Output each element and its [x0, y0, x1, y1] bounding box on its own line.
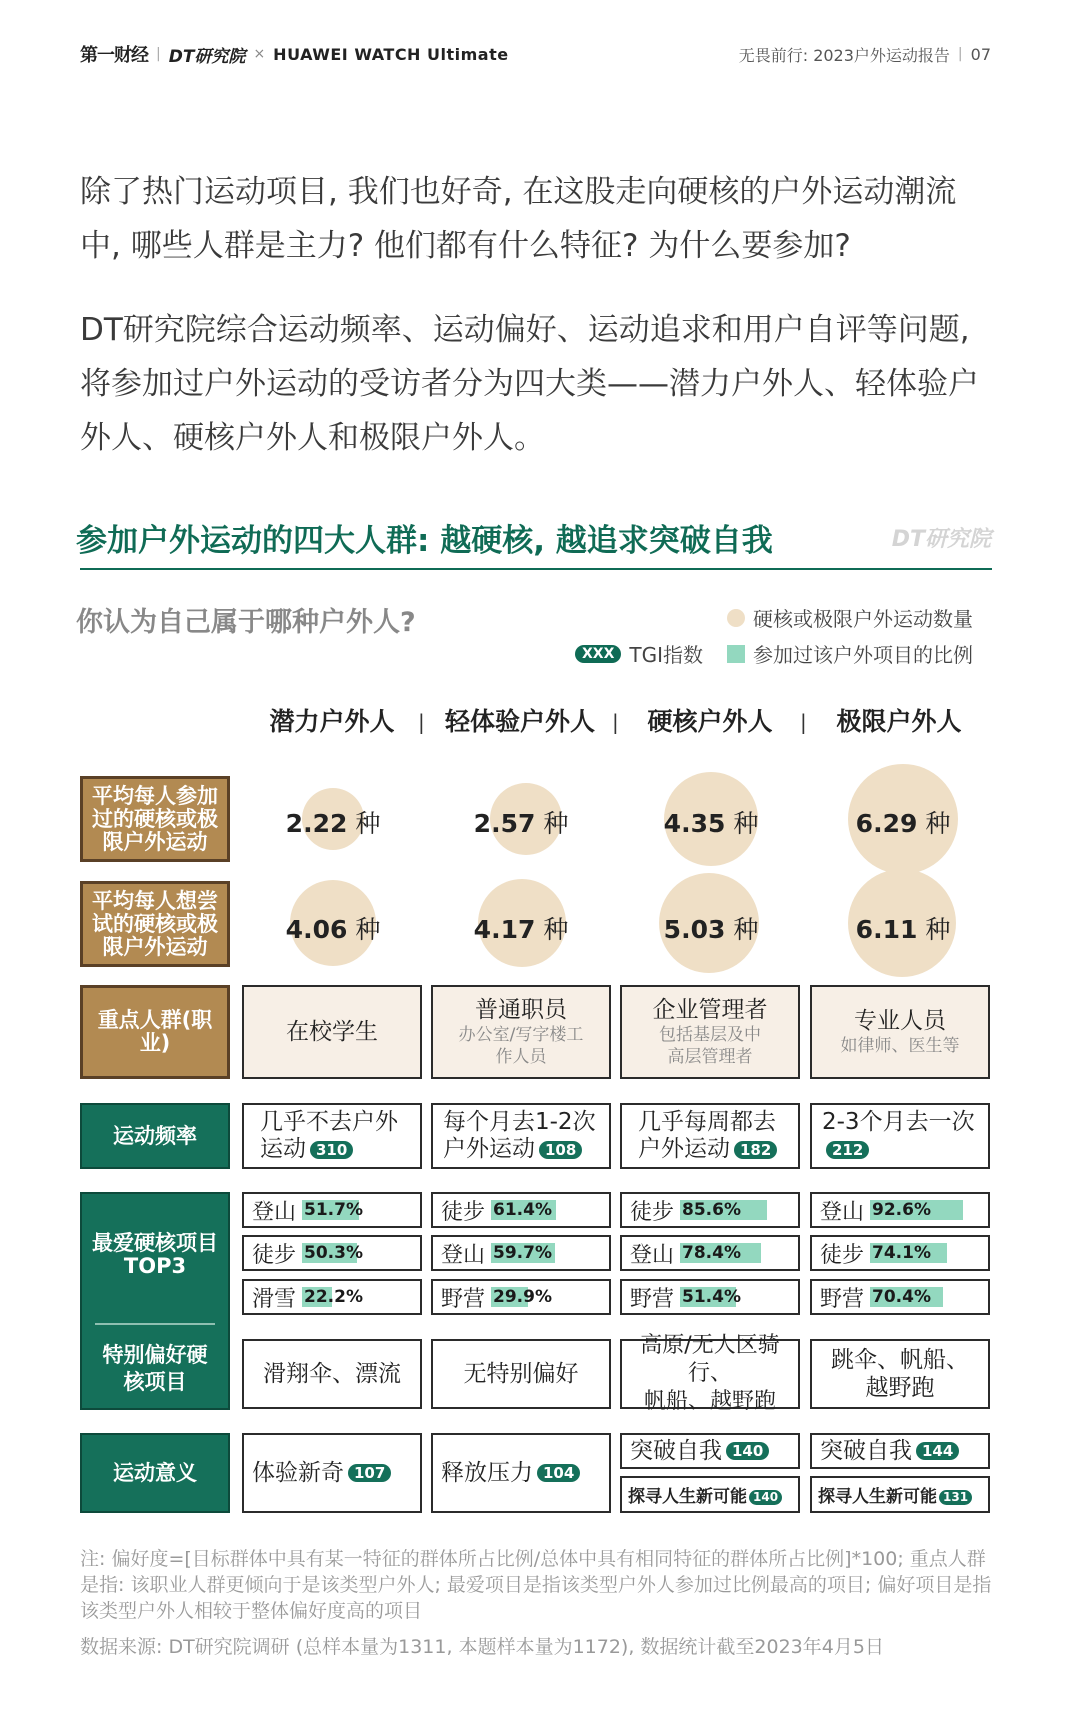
legend-square-label: 参加过该户外项目的比例 [753, 643, 973, 667]
top3-bar [680, 1287, 770, 1307]
row-label-frequency: 运动频率 [80, 1103, 230, 1169]
column-divider: | [800, 710, 807, 734]
special-line1: 无特别偏好 [463, 1361, 579, 1387]
legend-tgi-pill: XXX [575, 645, 621, 663]
top3-bar [302, 1243, 392, 1263]
top3-item-name: 野营 [820, 1286, 865, 1312]
column-header-extreme: 极限户外人 [836, 707, 962, 736]
top3-bar [302, 1287, 392, 1307]
occupation-cell [431, 985, 611, 1079]
top3-bar [870, 1243, 960, 1263]
top3-bar [870, 1287, 960, 1307]
column-header-potential: 潜力户外人 [269, 707, 395, 736]
title-divider [80, 568, 992, 570]
top3-percent: 92.6% [872, 1200, 931, 1220]
legend-circle-icon [727, 609, 745, 627]
top3-cell [431, 1235, 611, 1271]
header-separator-right: | [957, 46, 963, 62]
unit-label: 种 [733, 915, 759, 944]
avg-want-value [621, 910, 801, 946]
yicai-logo: 第一财经 [80, 45, 148, 66]
top3-cell [242, 1192, 422, 1228]
special-line1: 跳伞、帆船、 [831, 1347, 969, 1373]
legend-circle-label: 硬核或极限户外运动数量 [753, 607, 973, 631]
special-cell [620, 1333, 800, 1414]
top3-percent: 29.9% [493, 1287, 552, 1307]
top3-percent: 51.4% [682, 1287, 741, 1307]
top3-item-name: 徒步 [252, 1242, 297, 1268]
meaning-cell [810, 1476, 990, 1513]
avg-done-number: 2.22 [285, 809, 348, 838]
frequency-line1: 每个月去1-2次 [443, 1109, 596, 1135]
column-header-light: 轻体验户外人 [444, 707, 595, 736]
top3-item-name: 登山 [252, 1199, 297, 1225]
tgi-badge: 212 [826, 1141, 869, 1159]
meaning-text: 探寻人生新可能 [818, 1487, 937, 1507]
legend-tgi-label: TGI指数 [629, 643, 704, 667]
avg-want-value [813, 910, 993, 946]
occupation-cell [620, 985, 800, 1079]
meaning-cell [810, 1433, 990, 1469]
meaning-cell [242, 1433, 422, 1513]
special-cell [431, 1339, 611, 1409]
unit-label: 种 [355, 809, 381, 838]
top3-percent: 51.7% [304, 1200, 363, 1220]
avg-done-value [813, 804, 993, 840]
top3-cell [431, 1192, 611, 1228]
meaning-text: 探寻人生新可能 [628, 1487, 747, 1507]
top3-cell [620, 1192, 800, 1228]
page-header [80, 40, 991, 68]
special-line1: 滑翔伞、漂流 [263, 1361, 401, 1387]
top3-percent: 70.4% [872, 1287, 931, 1307]
legend-circle-item [727, 603, 973, 632]
frequency-line2-wrap [260, 1136, 353, 1163]
unit-label: 种 [733, 809, 759, 838]
top3-item-name: 登山 [441, 1242, 486, 1268]
top3-item-name: 徒步 [820, 1242, 865, 1268]
avg-done-value [621, 804, 801, 840]
tgi-badge: 310 [310, 1141, 353, 1159]
avg-want-number: 6.11 [855, 915, 918, 944]
top3-cell [620, 1279, 800, 1315]
top3-bar [491, 1243, 581, 1263]
special-line1: 高原/无人区骑行、 [640, 1333, 780, 1386]
top3-cell [810, 1192, 990, 1228]
tgi-badge: 182 [734, 1141, 777, 1159]
header-report-info [739, 43, 991, 66]
legend-square-icon [727, 645, 745, 663]
top3-cell [242, 1235, 422, 1271]
dt-logo: DT研究院 [168, 46, 246, 67]
tgi-badge: 140 [726, 1442, 769, 1460]
occupation-sub: 办公室/写字楼工作人员 [458, 1025, 584, 1067]
meaning-text: 突破自我 [820, 1437, 912, 1464]
top3-cell [810, 1279, 990, 1315]
dt-watermark: DT研究院 [891, 527, 991, 552]
top3-item-name: 滑雪 [252, 1286, 297, 1312]
column-header-hardcore: 硬核户外人 [647, 707, 773, 736]
special-cell [242, 1339, 422, 1409]
legend-square-item [727, 639, 973, 668]
frequency-line2-wrap [638, 1136, 777, 1163]
avg-want-number: 4.06 [285, 915, 348, 944]
frequency-cell [431, 1103, 611, 1169]
occupation-main: 在校学生 [286, 1019, 378, 1045]
unit-label: 种 [543, 809, 569, 838]
row-label-occupation: 重点人群(职业) [80, 985, 230, 1079]
top3-percent: 85.6% [682, 1200, 741, 1220]
frequency-cell [810, 1103, 990, 1169]
top3-percent: 22.2% [304, 1287, 363, 1307]
frequency-line1: 几乎每周都去 [638, 1109, 776, 1135]
label-divider [95, 1323, 215, 1325]
top3-percent: 50.3% [304, 1243, 363, 1263]
frequency-line1: 2-3个月去一次 [822, 1109, 975, 1135]
top3-item-name: 野营 [441, 1286, 486, 1312]
row-label-avg-want: 平均每人想尝试的硬核或极限户外运动 [80, 881, 230, 967]
avg-want-value [243, 910, 423, 946]
tgi-badge: 107 [348, 1464, 391, 1482]
tgi-badge: 104 [537, 1464, 580, 1482]
top3-bar [870, 1200, 960, 1220]
intro-paragraph-1: 除了热门运动项目, 我们也好奇, 在这股走向硬核的户外运动潮流中, 哪些人群是主力? 他们都有什么特征? 为什么要参加? [80, 174, 957, 264]
occupation-main: 企业管理者 [652, 997, 768, 1023]
unit-label: 种 [925, 809, 951, 838]
header-logos [80, 41, 509, 67]
intro-paragraph-2: DT研究院综合运动频率、运动偏好、运动追求和用户自评等问题, 将参加过户外运动的受访者分为四大类——潜力户外人、轻体验户外人、硬核户外人和极限户外人。 [80, 312, 979, 456]
frequency-line2: 运动 [260, 1136, 306, 1162]
huawei-logo: HUAWEI WATCH Ultimate [273, 44, 509, 64]
avg-done-number: 4.35 [663, 809, 726, 838]
top3-percent: 74.1% [872, 1243, 931, 1263]
avg-done-number: 2.57 [473, 809, 536, 838]
row-label-top3: 最爱硬核项目TOP3 [92, 1231, 218, 1278]
row-label-avg-done: 平均每人参加过的硬核或极限户外运动 [80, 776, 230, 862]
frequency-cell [242, 1103, 422, 1169]
special-line2: 越野跑 [865, 1375, 935, 1401]
meaning-text: 突破自我 [630, 1437, 722, 1464]
avg-want-number: 4.17 [473, 915, 536, 944]
tgi-badge: 144 [916, 1442, 959, 1460]
section-title: 参加户外运动的四大人群: 越硬核, 越追求突破自我 [76, 523, 773, 559]
occupation-main: 普通职员 [475, 997, 567, 1023]
meaning-cell [620, 1476, 800, 1513]
meaning-wrap [441, 1460, 580, 1487]
meaning-cell [620, 1433, 800, 1469]
unit-label: 种 [925, 915, 951, 944]
top3-bar [680, 1200, 770, 1220]
top3-bar [491, 1200, 581, 1220]
meaning-text: 释放压力 [441, 1459, 533, 1486]
avg-done-number: 6.29 [855, 809, 918, 838]
top3-cell [810, 1235, 990, 1271]
frequency-line2: 户外运动 [443, 1136, 535, 1162]
meaning-cell [431, 1433, 611, 1513]
meaning-wrap [630, 1438, 769, 1465]
column-divider: | [418, 710, 425, 734]
top3-percent: 78.4% [682, 1243, 741, 1263]
tgi-badge: 140 [749, 1490, 782, 1505]
frequency-line1: 几乎不去户外 [260, 1109, 398, 1135]
frequency-cell [620, 1103, 800, 1169]
top3-bar [302, 1200, 392, 1220]
occupation-cell [810, 985, 990, 1079]
occupation-cell [242, 985, 422, 1079]
top3-item-name: 登山 [630, 1242, 675, 1268]
tgi-badge: 131 [939, 1490, 972, 1505]
meaning-text: 体验新奇 [252, 1459, 344, 1486]
frequency-line2-wrap [443, 1136, 582, 1163]
avg-want-value [431, 910, 611, 946]
special-line2: 帆船、越野跑 [643, 1389, 776, 1414]
top3-percent: 61.4% [493, 1200, 552, 1220]
footnote: 注: 偏好度=[目标群体中具有某一特征的群体所占比例/总体中具有相同特征的群体所占比例]*100; 重点人群是指: 该职业人群更倾向于是该类型户外人; 最爱项目是指该类型户外人参加过比例最高的项目; 偏好项目是指该类型户外人相较于整体偏好度高的项目 [80, 1548, 992, 1622]
top3-cell [620, 1235, 800, 1271]
meaning-wrap [818, 1482, 972, 1507]
unit-label: 种 [355, 915, 381, 944]
avg-done-value [431, 804, 611, 840]
top3-bar [680, 1243, 770, 1263]
occupation-main: 专业人员 [854, 1008, 946, 1034]
top3-cell [431, 1279, 611, 1315]
frequency-line2: 户外运动 [638, 1136, 730, 1162]
meaning-wrap [820, 1438, 959, 1465]
meaning-wrap [628, 1482, 782, 1507]
legend-tgi-item [575, 639, 703, 668]
frequency-line2-wrap [822, 1136, 869, 1163]
row-label-meaning: 运动意义 [80, 1433, 230, 1513]
meaning-wrap [252, 1460, 391, 1487]
row-label-special: 特别偏好硬核项目 [102, 1343, 208, 1394]
cross-mark: × [253, 46, 266, 62]
top3-percent: 59.7% [493, 1243, 552, 1263]
occupation-sub: 包括基层及中高层管理者 [659, 1025, 761, 1067]
tgi-badge: 108 [539, 1141, 582, 1159]
avg-want-number: 5.03 [663, 915, 726, 944]
report-title: 无畏前行: 2023户外运动报告 [738, 45, 950, 65]
special-cell [810, 1339, 990, 1409]
column-divider: | [612, 710, 619, 734]
top3-item-name: 野营 [630, 1286, 675, 1312]
top3-bar [491, 1287, 581, 1307]
top3-item-name: 徒步 [630, 1199, 675, 1225]
data-source: 数据来源: DT研究院调研 (总样本量为1311, 本题样本量为1172), 数据统计截至2023年4月5日 [80, 1636, 884, 1658]
top3-item-name: 徒步 [441, 1199, 486, 1225]
top3-cell [242, 1279, 422, 1315]
avg-done-value [243, 804, 423, 840]
header-separator: | [156, 46, 161, 62]
unit-label: 种 [543, 915, 569, 944]
top3-item-name: 登山 [820, 1199, 865, 1225]
page-number: 07 [970, 44, 991, 64]
occupation-sub: 如律师、医生等 [840, 1036, 960, 1056]
survey-question: 你认为自己属于哪种户外人? [76, 607, 416, 638]
